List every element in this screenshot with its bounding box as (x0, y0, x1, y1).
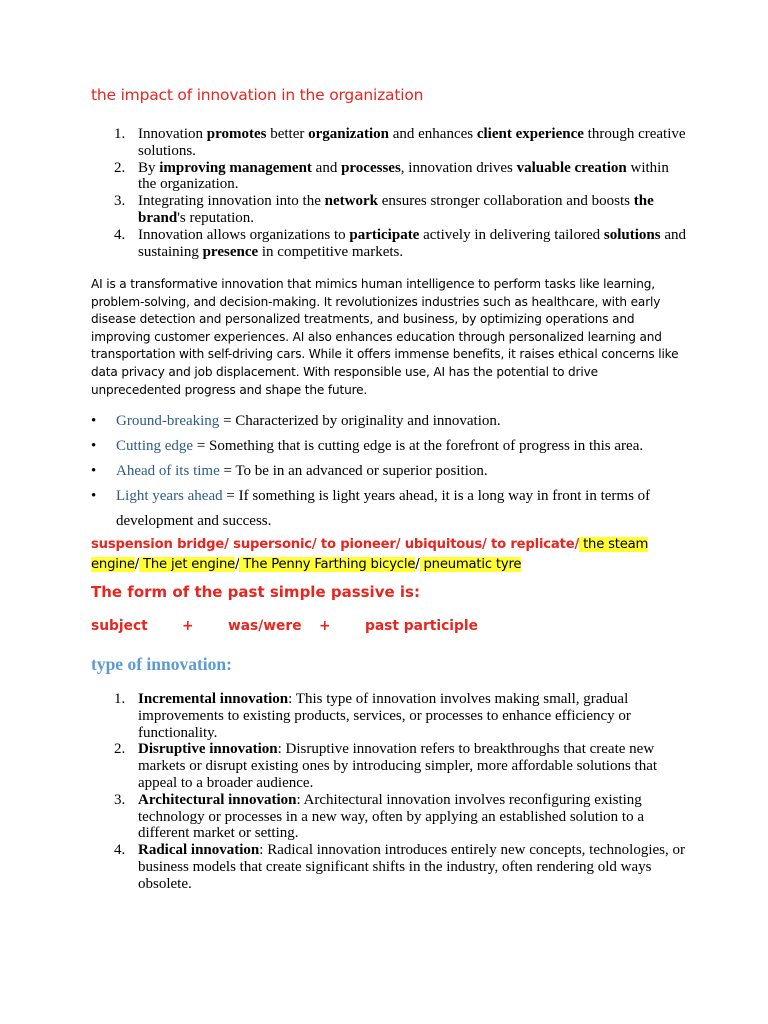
highlighted-vocab-word: pneumatic tyre (419, 556, 522, 572)
definition-item (0, 484, 676, 534)
list-text: Innovation allows organizations to (138, 226, 350, 243)
innovation-type-description: : Architectural innovation involves reconfiguring existing technology or processes in a new way, often by applying an established solution to a different market or setting. (138, 791, 644, 842)
list-text: ensures stronger collaboration and boosts (377, 193, 634, 210)
bullet-icon: • (91, 488, 97, 504)
list-number: 2. (114, 159, 126, 176)
impact-list (0, 126, 768, 260)
vocab-separator: / (415, 556, 420, 572)
definition-text: = If something is light years ahead, it is a long way in front in terms of development and success. (116, 488, 651, 529)
passive-form-heading: The form of the past simple passive is: (91, 583, 420, 601)
bold-keyword: organization (308, 126, 389, 142)
types-list (0, 691, 768, 893)
innovation-type-description: : Disruptive innovation refers to breakthroughs that create new markets or disrupt existing ones by introducing simpler, more affordable solutions that appeal to a broader audience. (138, 741, 658, 791)
innovation-type-item (0, 842, 768, 892)
definition-term: Light years ahead (116, 488, 223, 504)
list-text: better (266, 126, 309, 142)
list-number: 1. (114, 126, 126, 142)
bold-keyword: valuable creation (516, 159, 627, 176)
types-heading: type of innovation: (91, 654, 232, 674)
list-number: 1. (114, 691, 126, 707)
definition-term: Ahead of its time (116, 463, 220, 479)
bold-keyword: client experience (476, 126, 584, 142)
vocab-separator: / (134, 556, 140, 572)
innovation-type-description: : Radical innovation introduces entirely new concepts, technologies, or business models that create significant shifts in the industry, often rendering old ways obsolete. (138, 842, 685, 892)
impact-list-item (0, 227, 768, 261)
definition-term: Ground-breaking (116, 413, 220, 429)
list-text: in competitive markets. (258, 243, 404, 260)
definition-text: = Something that is cutting edge is at the forefront of progress in this area. (193, 438, 644, 454)
list-text: 's reputation. (177, 209, 255, 226)
innovation-type-item (0, 792, 768, 842)
list-text: through creative solutions. (138, 126, 686, 159)
definition-text: = To be in an advanced or superior position. (219, 463, 488, 479)
impact-list-item (0, 193, 768, 227)
vocab-separator: / (235, 556, 240, 572)
impact-list-item (0, 126, 768, 160)
list-text: Integrating innovation into the (138, 193, 325, 210)
definition-text: = Characterized by originality and innovation. (219, 413, 501, 429)
bold-keyword: the brand (138, 193, 654, 226)
formula-verb: was/were (228, 618, 302, 634)
innovation-type-name: Disruptive innovation (138, 741, 278, 758)
list-text: and sustaining (138, 226, 686, 260)
list-number: 4. (114, 226, 126, 243)
list-text: By (138, 159, 160, 176)
bold-keyword: processes (341, 159, 401, 176)
impact-list-item (0, 160, 768, 194)
innovation-type-description: : This type of innovation involves making small, gradual improvements to existing products, services, or processes to enhance efficiency or functionality. (138, 691, 631, 741)
ai-paragraph: AI is a transformative innovation that mimics human intelligence to perform tasks like learning, problem-solving, and decision-making. It revolutionizes industries such as healthcare, with early disease detection and personalized treatments, and business, by optimizing operations and improving customer experiences. AI also enhances education through personalized learning and transportation with self-driving cars. While it offers immense benefits, it raises ethical concerns like data privacy and job displacement. With responsible use, AI has the potential to drive unprecedented progress and shape the future. (91, 277, 679, 397)
list-number: 3. (114, 791, 126, 808)
list-number: 4. (114, 842, 126, 859)
list-text: actively in delivering tailored (419, 226, 604, 243)
list-number: 3. (114, 193, 126, 210)
innovation-type-name: Radical innovation (138, 842, 260, 859)
formula-plus-1: + (182, 618, 194, 634)
innovation-type-item (0, 741, 768, 791)
definition-item (0, 459, 676, 484)
bold-keyword: network (324, 193, 378, 210)
definition-term: Cutting edge (116, 438, 194, 454)
bold-keyword: improving management (159, 159, 312, 176)
bold-keyword: presence (202, 243, 259, 260)
bullet-icon: • (91, 438, 97, 454)
bullet-icon: • (91, 413, 97, 429)
list-text: within the organization. (138, 159, 669, 193)
list-number: 2. (114, 741, 126, 758)
definition-item (0, 409, 676, 434)
bullet-icon: • (91, 463, 97, 479)
vocabulary-line (91, 535, 651, 574)
highlighted-vocab-word: the steam engine (91, 537, 649, 572)
list-text: , innovation drives (400, 159, 517, 176)
highlighted-vocab-word: The jet engine (139, 556, 236, 572)
bold-keyword: promotes (206, 126, 267, 142)
list-text: and (311, 159, 342, 176)
formula-subject: subject (91, 618, 148, 634)
list-text: Innovation (138, 126, 207, 142)
list-text: and enhances (388, 126, 477, 142)
innovation-type-name: Architectural innovation (138, 791, 297, 808)
formula-participle: past participle (365, 618, 478, 634)
highlighted-vocab-word: The Penny Farthing bicycle (239, 556, 416, 572)
document-title: the impact of innovation in the organization (91, 86, 424, 104)
definition-item (0, 434, 676, 459)
innovation-type-name: Incremental innovation (138, 691, 289, 707)
innovation-type-item (0, 691, 768, 741)
vocabulary-red-words: suspension bridge/ supersonic/ to pioneer/ ubiquitous/ to replicate/ (91, 537, 580, 552)
formula-plus-2: + (319, 618, 331, 634)
bold-keyword: solutions (603, 226, 661, 243)
definitions-list (0, 409, 676, 534)
bold-keyword: participate (349, 226, 420, 243)
